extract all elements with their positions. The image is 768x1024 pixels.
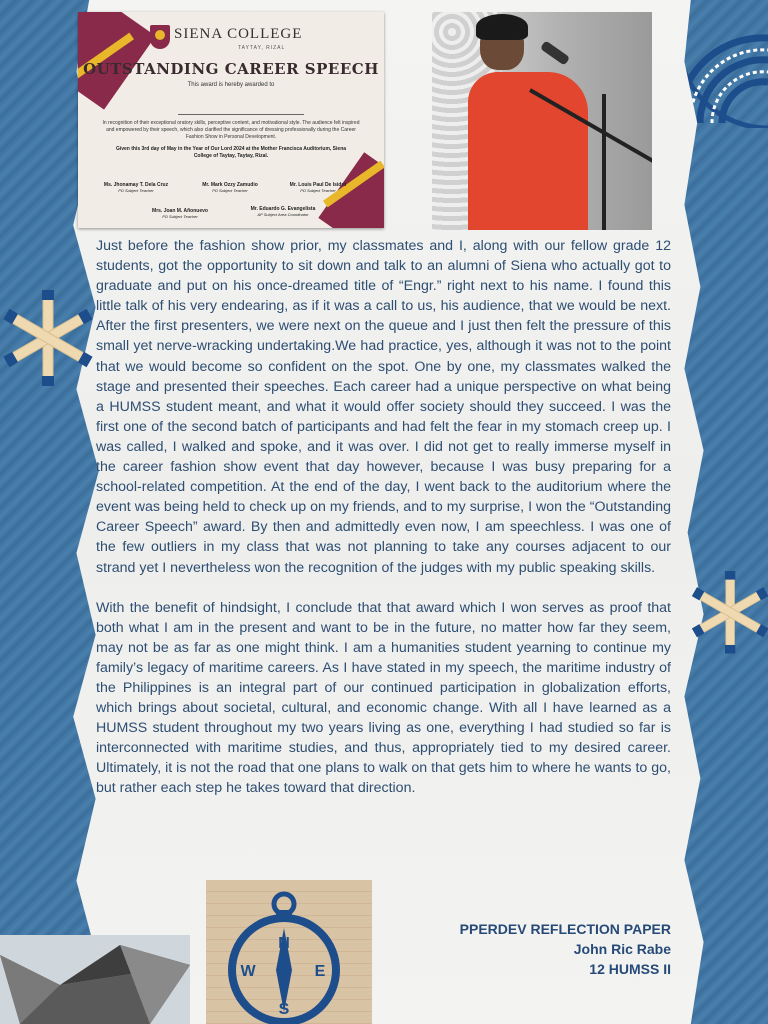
- signatory: Ms. Jhonamay T. Dela Cruz PD Subject Teacher: [103, 182, 169, 193]
- college-name: SIENA COLLEGE: [174, 26, 303, 42]
- reflection-body: [96, 236, 671, 819]
- speaker-photo: [432, 12, 652, 230]
- speaker-hair: [476, 14, 528, 40]
- compass-north-label: N: [278, 935, 290, 952]
- compass-west-label: W: [240, 963, 256, 980]
- microphone-icon: [540, 40, 570, 65]
- certificate-photo: [78, 12, 384, 228]
- signatory: Mr. Eduardo G. Evangelista AP Subject Area Coordinator: [250, 206, 316, 217]
- recipient-line: [178, 114, 304, 115]
- signatory: Mrs. Joan M. Añonuevo PD Subject Teacher: [152, 208, 208, 219]
- author-name: John Ric Rabe: [573, 941, 671, 957]
- signatory: Mr. Louis Paul De Isidro PD Subject Teacher: [289, 182, 347, 193]
- signature-block: [400, 919, 671, 979]
- paper-title: PPERDEV REFLECTION PAPER: [459, 921, 671, 937]
- pencil-star-decoration: [0, 290, 100, 390]
- class-section: 12 HUMSS II: [589, 961, 671, 977]
- reflection-paragraph: With the benefit of hindsight, I conclude that that award which I won serves as proof that both what I am in the present and want to be in the future, no matter how far they seem, may not be as far as one might think. I am a humanities student yearning to continue my family’s legacy of maritime careers. As I have stated in my speech, the maritime industry of the Philippines is an integral part of our continued participation in globalization efforts, which brings about societal, cultural, and economic change. With all I have learned as a HUMSS student throughout my two years living as one, everything I had studied so far is interconnected with maritime studies, and thus, appropriately tied to my desired career. Ultimately, it is not the road that one plans to walk on that gets him to where he wants to go, but rather each step he takes toward that direction.: [96, 599, 671, 797]
- award-title: OUTSTANDING CAREER SPEECH: [83, 60, 379, 78]
- orange-jumpsuit: [468, 72, 588, 230]
- reflection-paragraph: Just before the fashion show prior, my classmates and I, along with our fellow grade 12 students, got the opportunity to sit down and talk to an alumni of Siena who actually got to graduate and put on his once-dreamed title of “Engr.” right next to his name. I found this little talk of his very endearing, as if it was a call to us, his audience, that we would be next. After the first presenters, we were next on the queue and I just then felt the pressure of this small yet nerve-wracking undertaking.We had practice, yes, although it was not to the point that we would become so confident on the spot. One by one, my classmates walked the stage and presented their speeches. Each career had a unique perspective on what being a HUMSS student meant, and what it would offer society should they succeed. I was the first one of the second batch of participants and had felt the fear in my stomach creep up. I was called, I walked and spoke, and it was over. I did not get to really immerse myself in the career fashion show event that day however, because I was busy preparing for a school-related competition. At the end of the day, I went back to the auditorium where the event was being held to check up on my friends, and to my surprise, I won the “Outstanding Career Speech” award. By then and admittedly even now, I am speechless. I was one of the few outliers in my class that was not planning to take any courses adjacent to our strand yet I nevertheless won the recognition of the judges with my public speaking skills.: [96, 238, 671, 576]
- awarded-line: This award is hereby awarded to: [187, 82, 275, 88]
- signatory: Mr. Mark Ozzy Zamudio PD Subject Teacher: [202, 182, 258, 193]
- compass-east-label: E: [314, 963, 326, 980]
- certificate-body: In recognition of their exceptional oratory skills, perceptive content, and motivational style. The audience felt inspired and empowered by their speech, which also clarified the significance of dressing professionally during the Career Fashion Show in Personal Development.: [102, 120, 360, 140]
- mic-stand: [602, 94, 606, 230]
- paper-boat-decoration: [0, 935, 210, 1024]
- certificate-given: Given this 3rd day of May in the Year of Our Lord 2024 at the Mother Francisca Auditorium, Siena College of Taytay, Taytay, Rizal.: [115, 146, 347, 159]
- college-crest-icon: [150, 25, 170, 49]
- pencil-star-decoration: [682, 566, 768, 662]
- compass-south-label: S: [278, 1001, 290, 1018]
- college-location: TAYTAY, RIZAL: [238, 45, 286, 51]
- compass-icon: [226, 890, 342, 1024]
